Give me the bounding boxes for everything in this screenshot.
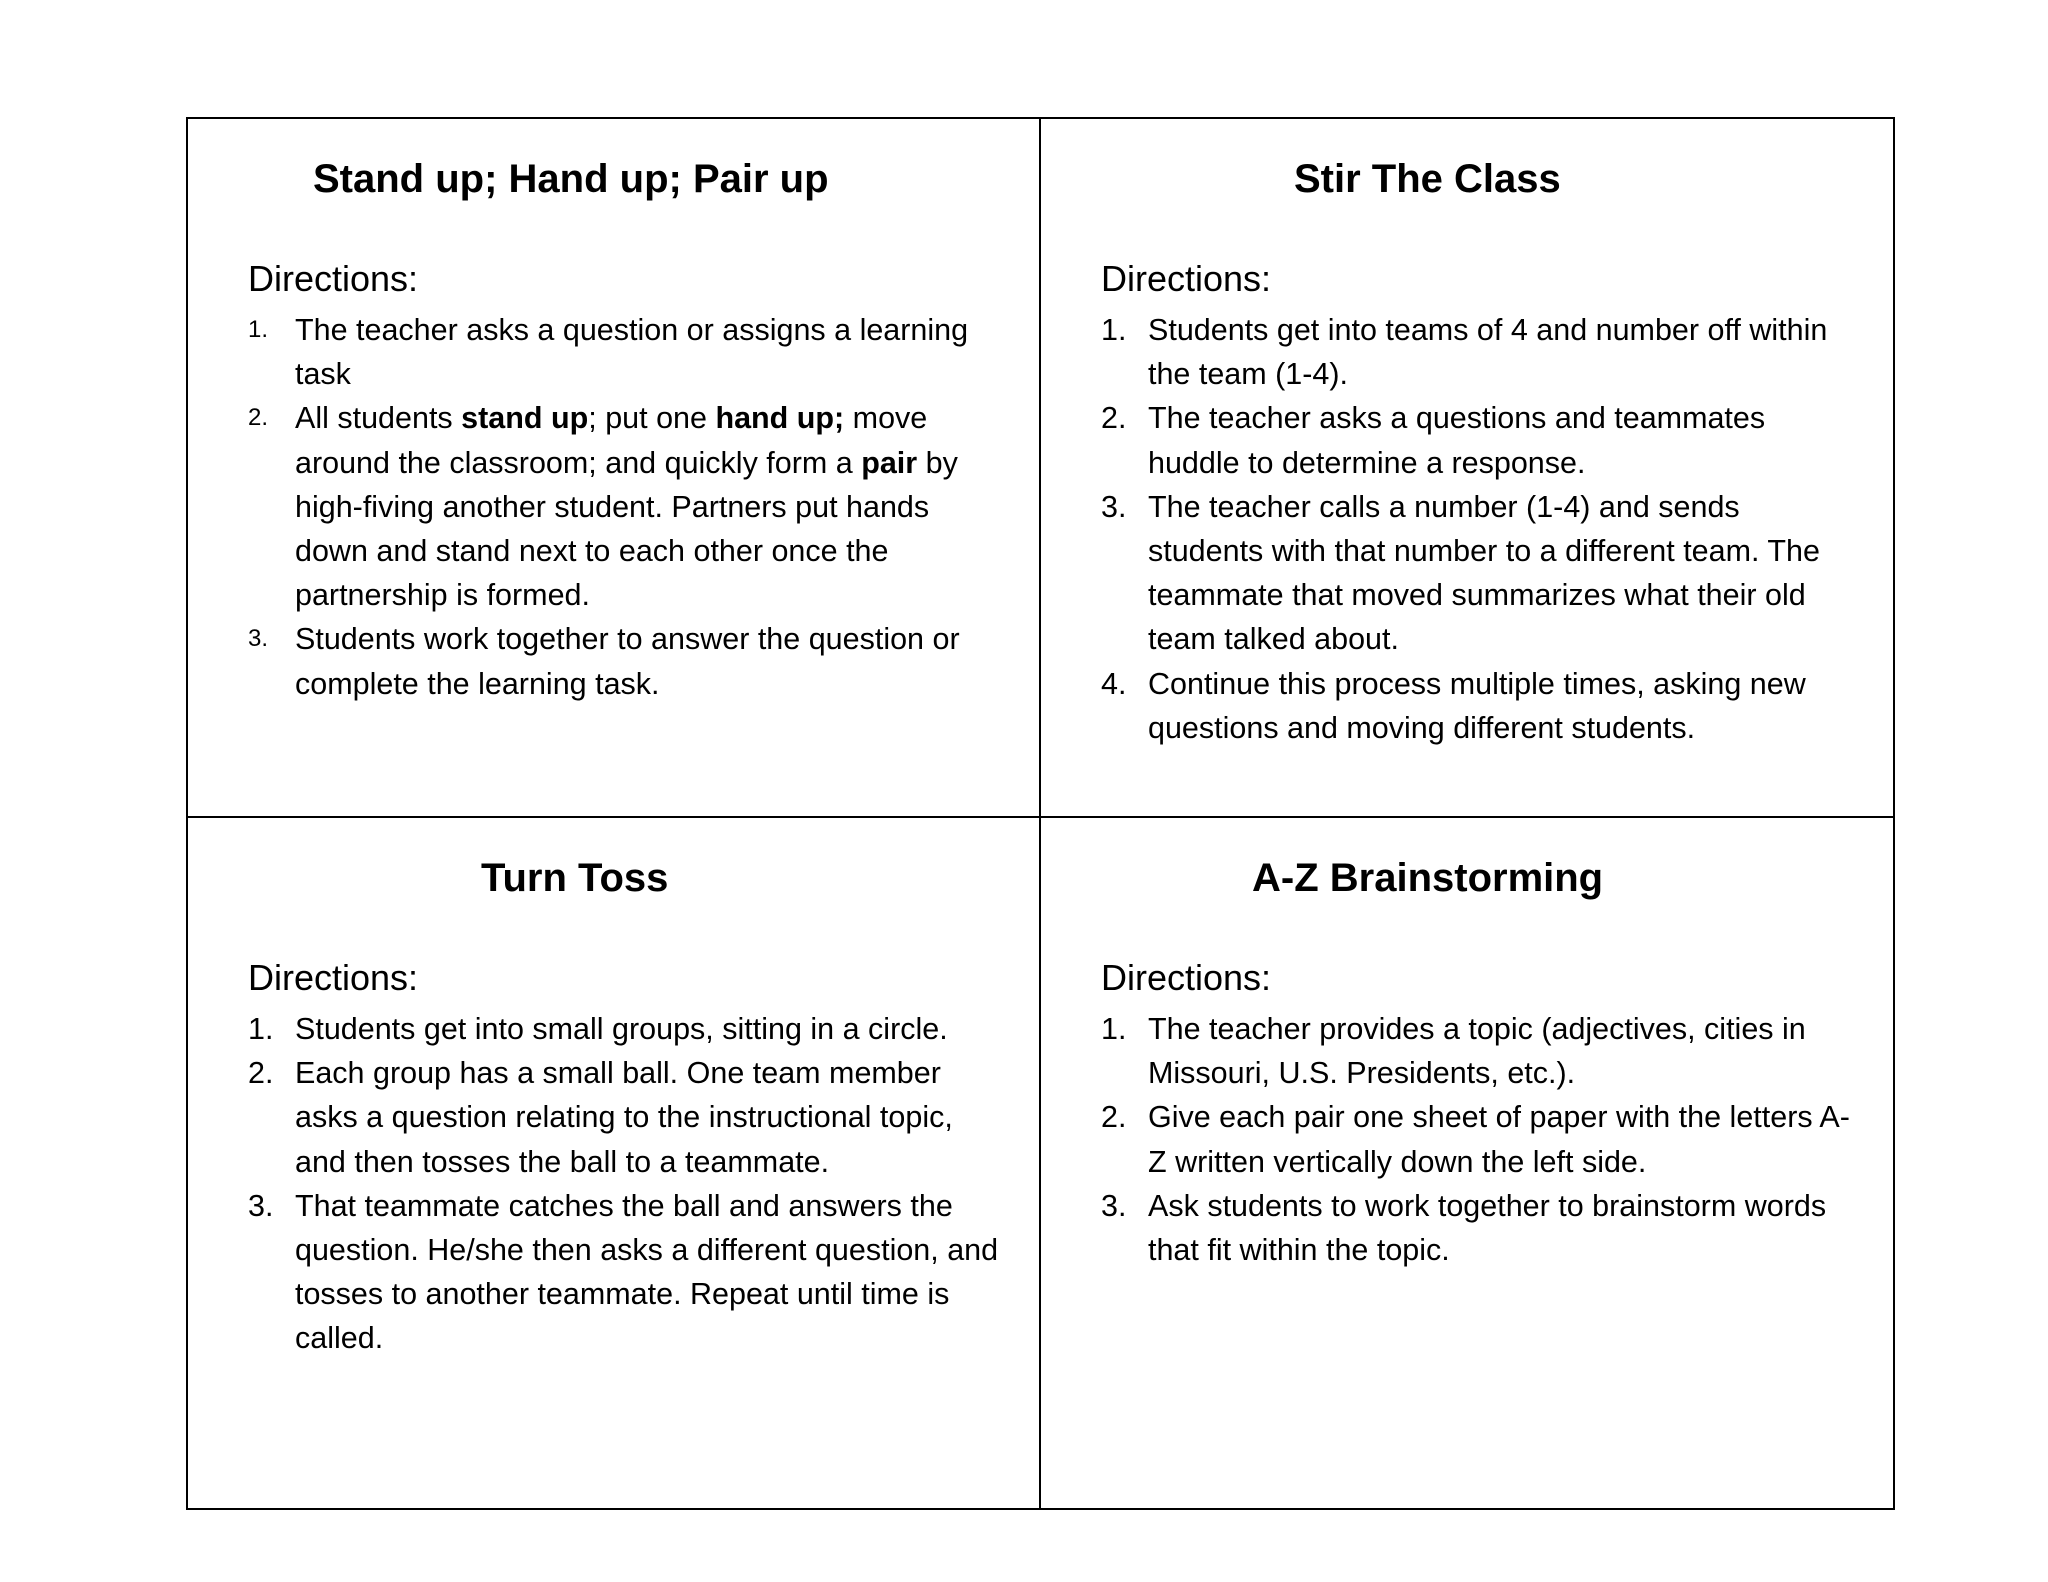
step-text: Each group has a small ball. One team member asks a question relating to the instructional topic, and then tosses the ball to a teammate. bbox=[295, 1056, 953, 1179]
card-turn-toss bbox=[188, 818, 1041, 1508]
list-item bbox=[1101, 485, 1861, 662]
list-item bbox=[248, 1051, 1008, 1184]
list-item bbox=[1101, 1007, 1861, 1095]
directions-list bbox=[1101, 1007, 1861, 1272]
list-item bbox=[1101, 662, 1861, 750]
step-text: Give each pair one sheet of paper with the letters A-Z written vertically down the left side. bbox=[1148, 1100, 1850, 1179]
list-item bbox=[1101, 1095, 1861, 1183]
step-number: 1. bbox=[248, 1012, 274, 1046]
list-item bbox=[248, 1184, 1008, 1361]
directions-list bbox=[248, 308, 1008, 706]
directions-label: Directions: bbox=[1101, 258, 1272, 299]
directions-label: Directions: bbox=[248, 957, 419, 998]
step-number: 3. bbox=[248, 1188, 274, 1223]
card-title: Stand up; Hand up; Pair up bbox=[313, 157, 829, 201]
card-stand-up-hand-up-pair-up bbox=[188, 119, 1041, 818]
step-number: 2. bbox=[1101, 401, 1127, 436]
emphasis-hand-up: hand up; bbox=[715, 401, 845, 436]
directions-label: Directions: bbox=[1101, 957, 1272, 998]
directions-label: Directions: bbox=[248, 258, 419, 299]
step-number: 3. bbox=[248, 625, 269, 653]
emphasis-stand-up: stand up bbox=[461, 401, 589, 436]
directions-list bbox=[1101, 308, 1861, 750]
step-text: The teacher asks a questions and teammates huddle to determine a response. bbox=[1148, 401, 1766, 480]
card-title: Turn Toss bbox=[481, 856, 669, 900]
card-title: Stir The Class bbox=[1294, 157, 1561, 201]
step-number: 3. bbox=[1101, 1188, 1127, 1223]
step-text-part: ; put one bbox=[588, 401, 716, 436]
step-text: Students get into teams of 4 and number off within the team (1-4). bbox=[1148, 313, 1828, 392]
card-a-z-brainstorming bbox=[1041, 818, 1895, 1508]
step-text-part: by high-fiving another student. Partners put hands down and stand next to each other once the partnership is formed. bbox=[295, 445, 958, 613]
step-number: 1. bbox=[248, 316, 269, 343]
list-item bbox=[1101, 308, 1861, 396]
step-text: That teammate catches the ball and answers the question. He/she then asks a different question, and tosses to another teammate. Repeat until time is called. bbox=[295, 1188, 999, 1356]
step-text: Students get into small groups, sitting in a circle. bbox=[295, 1012, 948, 1046]
strategy-card-grid bbox=[186, 117, 1895, 1510]
step-text-part: All students bbox=[295, 401, 462, 436]
step-text-part: move around the classroom; and quickly form a bbox=[295, 401, 928, 480]
step-text: Ask students to work together to brainstorm words that fit within the topic. bbox=[1148, 1188, 1827, 1268]
step-number: 2. bbox=[248, 404, 269, 432]
step-number: 2. bbox=[1101, 1100, 1127, 1135]
list-item bbox=[248, 308, 1008, 396]
list-item bbox=[248, 1007, 1008, 1051]
step-number: 1. bbox=[1101, 1012, 1127, 1046]
step-text bbox=[295, 401, 958, 612]
step-number: 3. bbox=[1101, 489, 1127, 524]
step-number: 2. bbox=[248, 1056, 274, 1091]
list-item bbox=[248, 617, 1008, 705]
list-item bbox=[248, 396, 1008, 617]
step-number: 1. bbox=[1101, 313, 1127, 347]
step-text: Continue this process multiple times, asking new questions and moving different students. bbox=[1148, 666, 1806, 745]
step-text: The teacher provides a topic (adjectives, cities in Missouri, U.S. Presidents, etc.). bbox=[1148, 1012, 1806, 1091]
directions-list bbox=[248, 1007, 1008, 1361]
card-stir-the-class bbox=[1041, 119, 1895, 818]
card-title: A-Z Brainstorming bbox=[1252, 856, 1604, 900]
emphasis-pair: pair bbox=[861, 445, 918, 480]
step-number: 4. bbox=[1101, 666, 1127, 701]
list-item bbox=[1101, 1184, 1861, 1272]
step-text: Students work together to answer the question or complete the learning task. bbox=[295, 622, 960, 701]
list-item bbox=[1101, 396, 1861, 484]
step-text: The teacher asks a question or assigns a learning task bbox=[295, 313, 969, 392]
step-text: The teacher calls a number (1-4) and sends students with that number to a different team. The teammate that moved summarizes what their old team talked about. bbox=[1148, 489, 1820, 657]
